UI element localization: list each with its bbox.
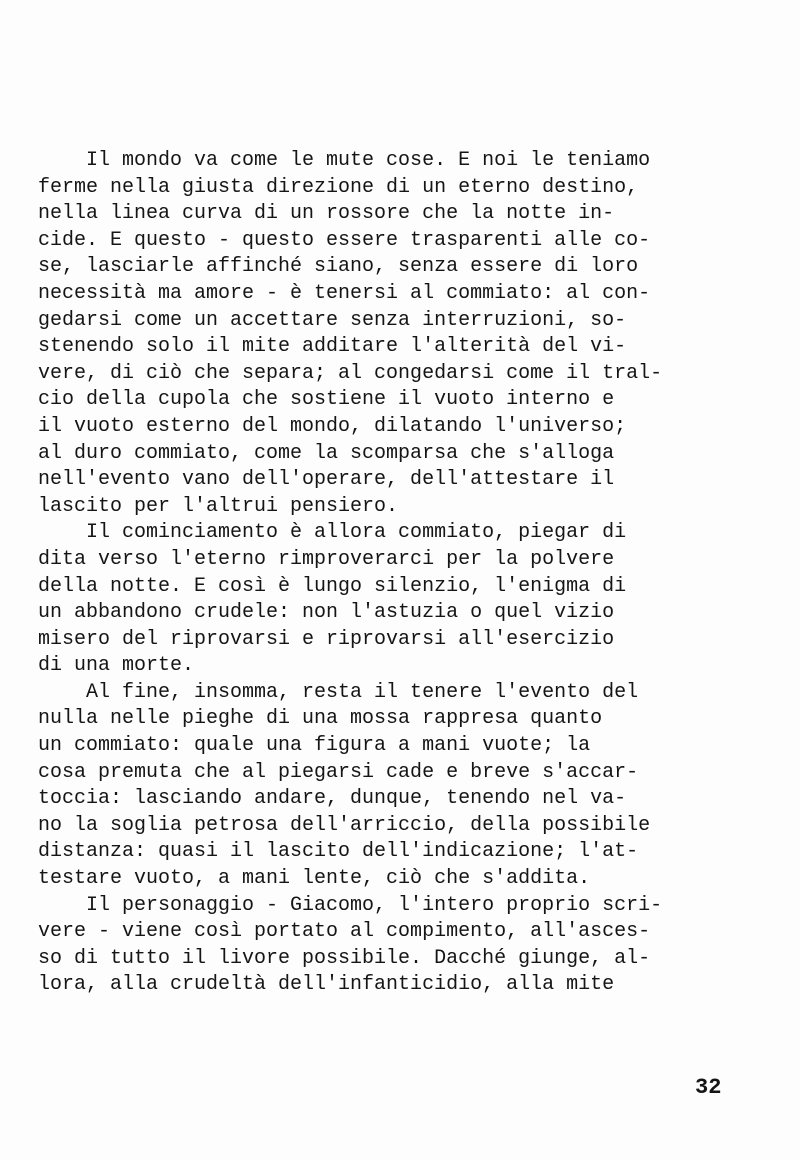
text-line: nulla nelle pieghe di una mossa rappresa quanto <box>38 707 603 731</box>
text-line: della notte. E così è lungo silenzio, l'enigma di <box>38 574 627 598</box>
text-line: un commiato: quale una figura a mani vuote; la <box>38 734 591 758</box>
text-line: toccia: lasciando andare, dunque, tenendo nel va- <box>38 787 627 811</box>
text-line: vere - viene così portato al compimento, all'asces- <box>38 920 651 944</box>
text-line: ferme nella giusta direzione di un eterno destino, <box>38 175 639 199</box>
text-line: nell'evento vano dell'operare, dell'attestare il <box>38 468 615 492</box>
text-line: Il mondo va come le mute cose. E noi le teniamo <box>38 149 651 172</box>
text-line: un abbandono crudele: non l'astuzia o quel vizio <box>38 601 615 625</box>
text-line: Il cominciamento è allora commiato, piegar di <box>38 521 627 545</box>
text-line: Al fine, insomma, resta il tenere l'evento del <box>38 680 639 704</box>
text-line: lora, alla crudeltà dell'infanticidio, alla mite <box>38 973 615 997</box>
text-line: no la soglia petrosa dell'arriccio, della possibile <box>38 813 651 837</box>
text-line: il vuoto esterno del mondo, dilatando l'universo; <box>38 414 627 438</box>
text-line: misero del riprovarsi e riprovarsi all'esercizio <box>38 627 615 651</box>
text-line: vere, di ciò che separa; al congedarsi come il tral- <box>38 361 663 385</box>
text-line: stenendo solo il mite additare l'alterità del vi- <box>38 335 627 359</box>
text-line: cosa premuta che al piegarsi cade e breve s'accar- <box>38 760 639 784</box>
text-line: al duro commiato, come la scomparsa che s'alloga <box>38 441 615 465</box>
text-line: Il personaggio - Giacomo, l'intero proprio scri- <box>38 893 663 917</box>
text-line: se, lasciarle affinché siano, senza essere di loro <box>38 255 639 279</box>
text-line: cide. E questo - questo essere trasparenti alle co- <box>38 228 651 252</box>
text-line: lascito per l'altrui pensiero. <box>38 494 399 518</box>
text-line: necessità ma amore - è tenersi al commiato: al con- <box>38 281 651 305</box>
text-line: cio della cupola che sostiene il vuoto interno e <box>38 388 615 412</box>
page-number: 32 <box>695 1075 722 1100</box>
text-line: nella linea curva di un rossore che la notte in- <box>38 202 615 226</box>
body-text <box>38 148 758 999</box>
text-line: di una morte. <box>38 654 195 678</box>
text-line: dita verso l'eterno rimproverarci per la polvere <box>38 547 615 571</box>
text-line: testare vuoto, a mani lente, ciò che s'addita. <box>38 867 591 891</box>
text-line: so di tutto il livore possibile. Dacché giunge, al- <box>38 946 651 970</box>
text-line: distanza: quasi il lascito dell'indicazione; l'at- <box>38 840 639 864</box>
text-line: gedarsi come un accettare senza interruzioni, so- <box>38 308 627 332</box>
